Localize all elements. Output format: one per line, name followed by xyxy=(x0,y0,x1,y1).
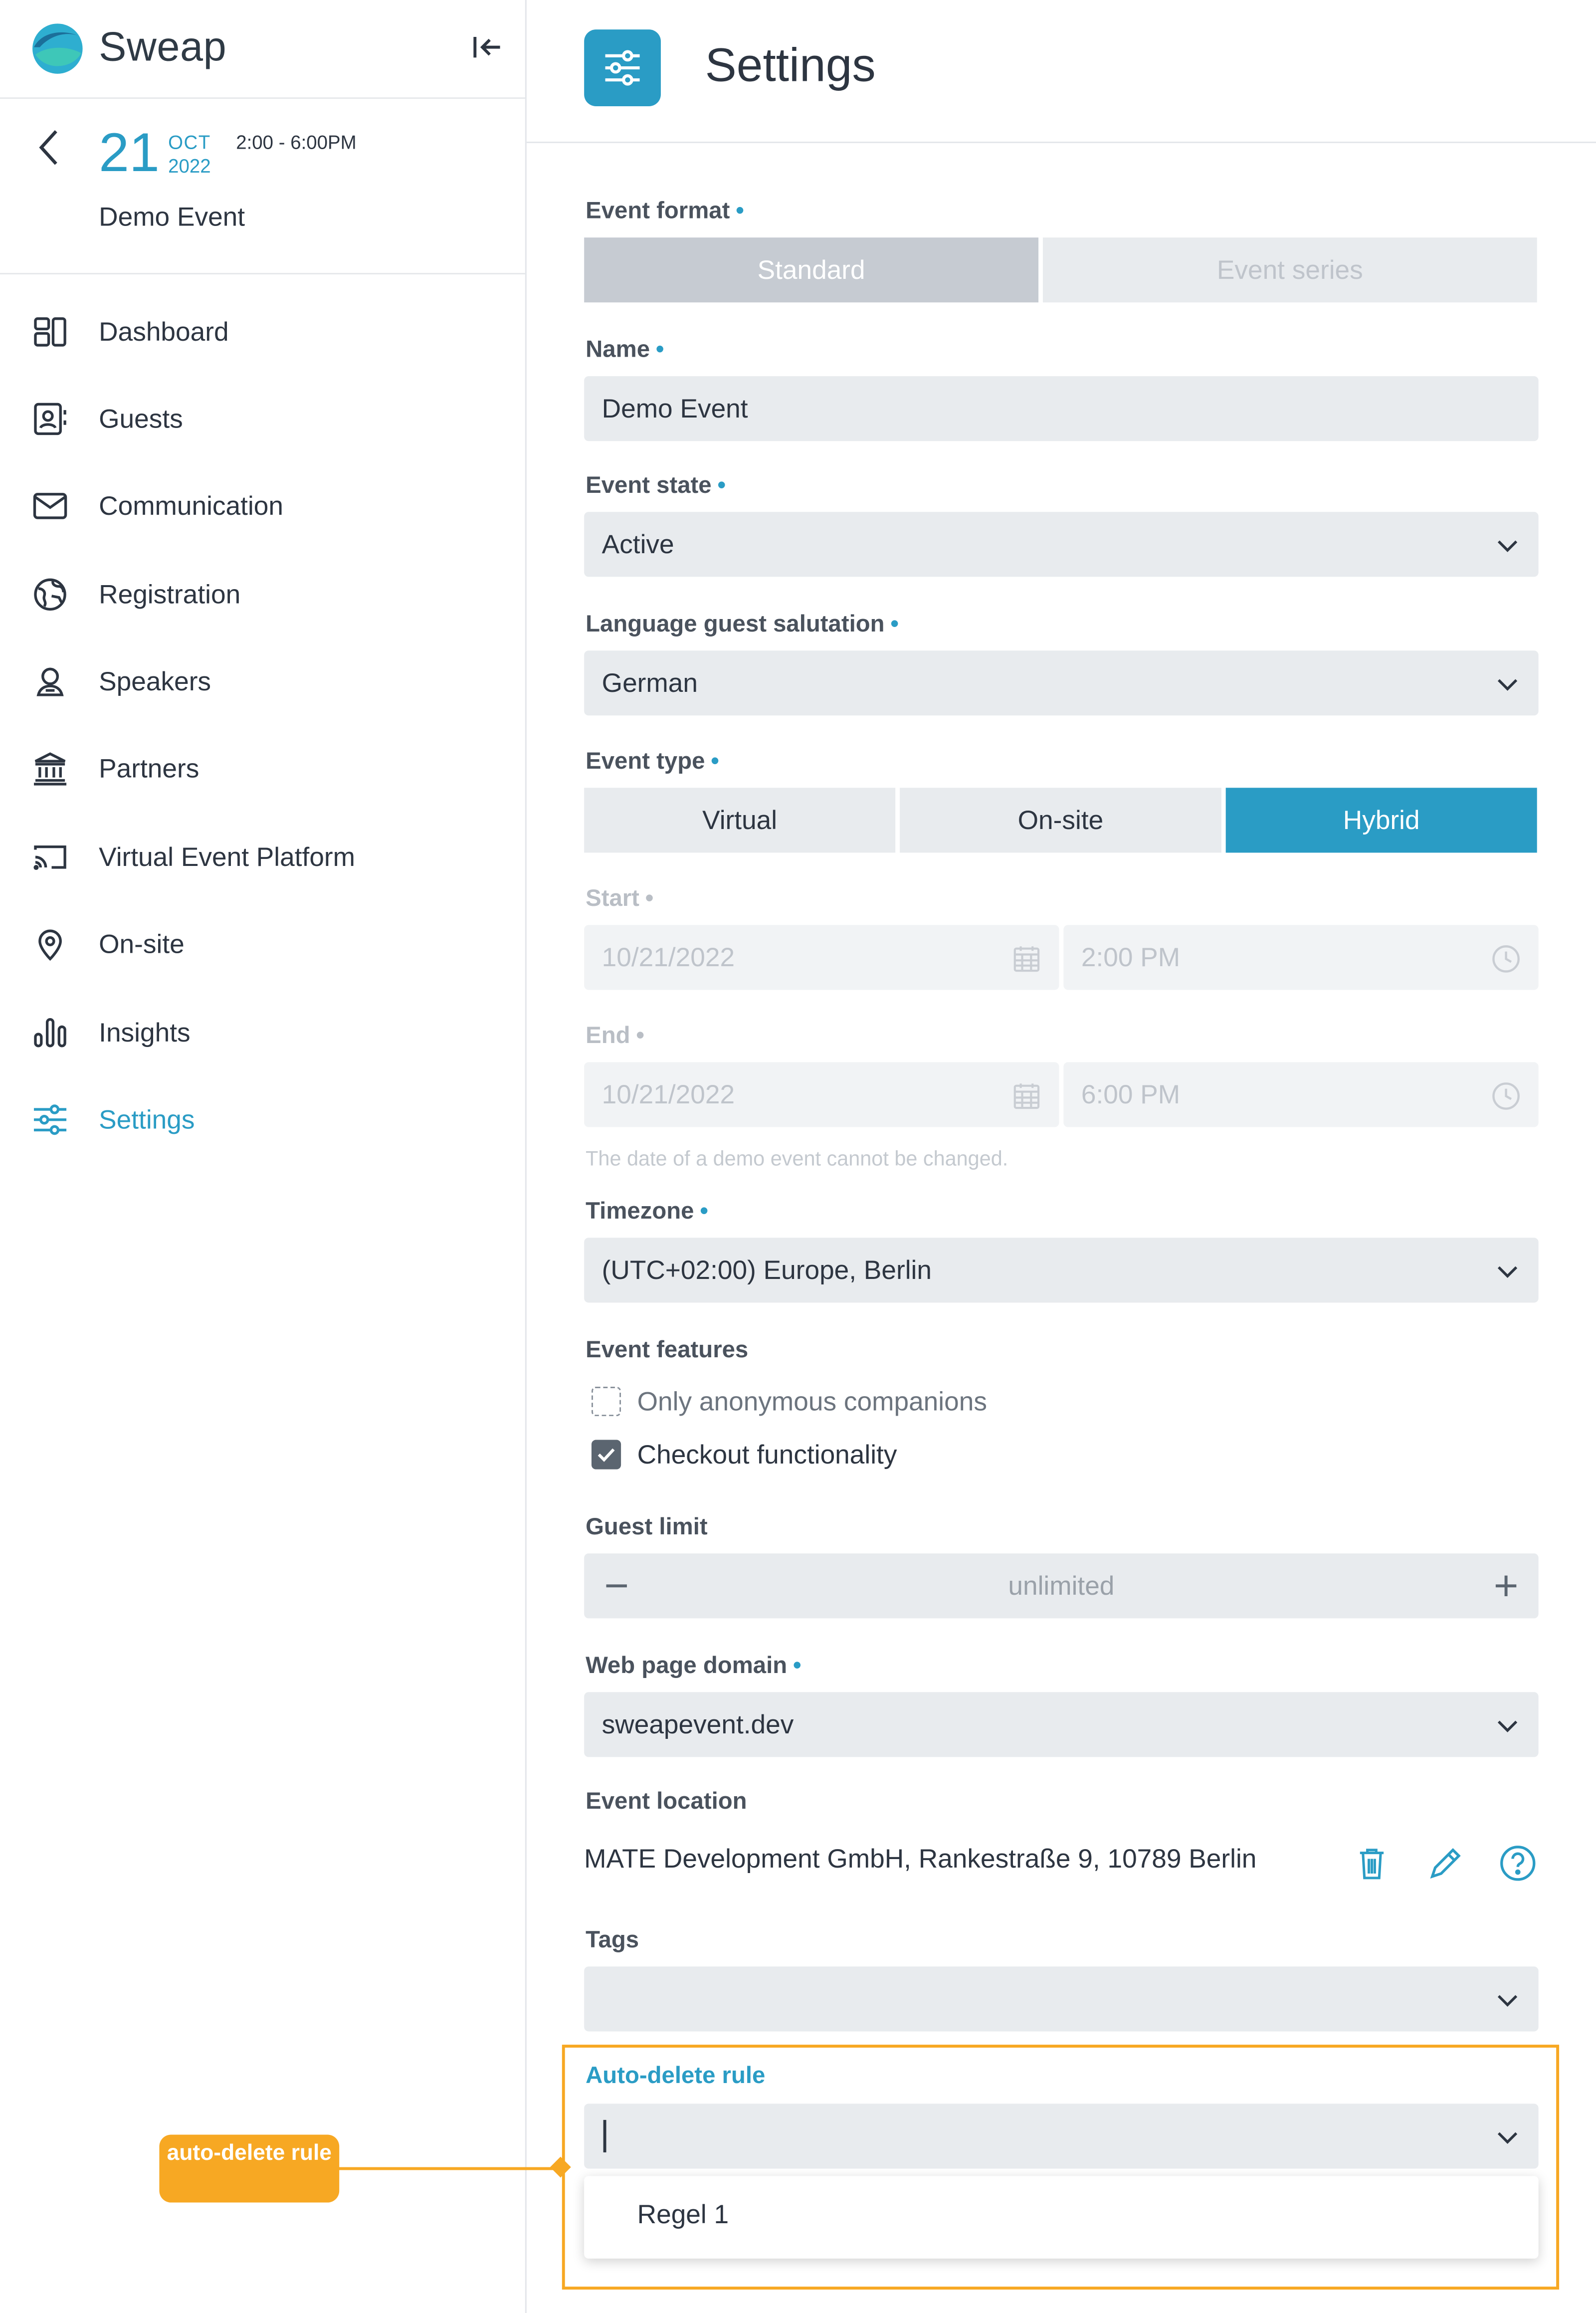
chevron-down-icon xyxy=(1494,2124,1521,2151)
event-name: Demo Event xyxy=(99,202,245,232)
brand-name: Sweap xyxy=(99,23,227,70)
auto-delete-select[interactable] xyxy=(584,2103,1539,2168)
sidebar-item-label: Partners xyxy=(99,753,200,783)
dropdown-option-regel-1[interactable]: Regel 1 xyxy=(637,2199,729,2229)
sidebar xyxy=(0,0,527,2313)
trash-icon[interactable] xyxy=(1353,1844,1391,1883)
sidebar-item-on-site[interactable] xyxy=(0,912,525,977)
name-label: Name • xyxy=(586,338,664,363)
sidebar-item-label: Communication xyxy=(99,490,284,520)
end-date-value: 10/21/2022 xyxy=(601,1079,735,1110)
event-day: 21 xyxy=(99,122,160,183)
guests-icon xyxy=(32,401,68,436)
text-cursor xyxy=(603,2120,606,2152)
start-time-value: 2:00 PM xyxy=(1081,942,1181,972)
timezone-label: Timezone • xyxy=(586,1199,708,1225)
event-format-label: Event format • xyxy=(586,199,744,224)
event-type-virtual-option[interactable]: Virtual xyxy=(584,788,895,852)
web-domain-select[interactable] xyxy=(584,1692,1539,1757)
start-date-input[interactable] xyxy=(584,925,1059,990)
chevron-down-icon xyxy=(1494,1259,1521,1285)
clock-icon xyxy=(1491,1081,1521,1111)
callout-connector xyxy=(338,2167,562,2170)
web-domain-label: Web page domain • xyxy=(586,1654,801,1679)
event-type-label: Event type • xyxy=(586,749,719,775)
name-value: Demo Event xyxy=(601,394,748,423)
language-label: Language guest salutation • xyxy=(586,612,899,637)
plus-icon[interactable] xyxy=(1491,1571,1521,1601)
event-state-select[interactable] xyxy=(584,512,1539,577)
brand[interactable] xyxy=(29,17,226,76)
collapse-sidebar-icon[interactable] xyxy=(469,29,504,65)
speaker-icon xyxy=(32,664,68,699)
dashboard-icon xyxy=(32,314,68,350)
feature-label: Checkout functionality xyxy=(637,1439,897,1469)
feature-label: Only anonymous companions xyxy=(637,1386,987,1416)
clock-icon xyxy=(1491,944,1521,974)
settings-header-badge xyxy=(584,29,661,106)
chevron-down-icon xyxy=(1494,671,1521,698)
sidebar-item-virtual-event-platform[interactable] xyxy=(0,825,525,889)
end-time-value: 6:00 PM xyxy=(1081,1079,1181,1110)
sidebar-item-label: Insights xyxy=(99,1017,191,1047)
globe-icon xyxy=(32,577,68,612)
tags-select[interactable] xyxy=(584,1966,1539,2031)
guest-limit-value[interactable]: unlimited xyxy=(1008,1571,1115,1601)
auto-delete-callout: auto-delete rule xyxy=(159,2135,339,2203)
sidebar-item-registration[interactable] xyxy=(0,562,525,627)
divider xyxy=(0,273,525,274)
sidebar-item-label: Virtual Event Platform xyxy=(99,841,356,871)
envelope-icon xyxy=(32,488,68,524)
event-month: OCT xyxy=(168,131,211,154)
bar-chart-icon xyxy=(32,1015,68,1051)
header-divider xyxy=(527,142,1596,143)
timezone-select[interactable] xyxy=(584,1238,1539,1302)
end-date-input[interactable] xyxy=(584,1062,1059,1127)
sidebar-item-label: Settings xyxy=(99,1104,195,1134)
auto-delete-dropdown xyxy=(584,2176,1539,2259)
sidebar-item-dashboard[interactable] xyxy=(0,299,525,364)
event-format-standard-option[interactable]: Standard xyxy=(584,237,1038,302)
event-type-on-site-option[interactable]: On-site xyxy=(900,788,1221,852)
start-time-input[interactable] xyxy=(1063,925,1538,990)
event-state-value: Active xyxy=(601,529,674,559)
event-type-hybrid-option[interactable]: Hybrid xyxy=(1226,788,1537,852)
divider xyxy=(0,97,525,99)
guest-limit-stepper xyxy=(584,1553,1539,1618)
checkbox[interactable] xyxy=(592,1440,621,1470)
tags-label: Tags xyxy=(586,1928,639,1953)
language-value: German xyxy=(601,668,698,698)
help-icon[interactable] xyxy=(1499,1844,1537,1883)
event-format-series-option[interactable]: Event series xyxy=(1043,237,1537,302)
sidebar-item-label: Dashboard xyxy=(99,316,229,346)
sidebar-item-guests[interactable] xyxy=(0,387,525,451)
checkbox[interactable] xyxy=(592,1387,621,1416)
feature-checkout[interactable] xyxy=(592,1436,897,1474)
end-time-input[interactable] xyxy=(1063,1062,1538,1127)
sidebar-item-partners[interactable] xyxy=(0,736,525,801)
pencil-icon[interactable] xyxy=(1426,1844,1465,1883)
end-label: End • xyxy=(586,1024,644,1049)
sidebar-item-label: Guests xyxy=(99,403,183,433)
event-time: 2:00 - 6:00PM xyxy=(236,131,357,154)
sidebar-item-communication[interactable] xyxy=(0,473,525,538)
chevron-down-icon xyxy=(1494,533,1521,559)
web-domain-value: sweapevent.dev xyxy=(601,1709,794,1739)
start-label: Start • xyxy=(586,886,654,912)
date-hint: The date of a demo event cannot be changed. xyxy=(586,1146,1008,1170)
calendar-icon xyxy=(1012,1081,1041,1111)
chevron-down-icon xyxy=(1494,1713,1521,1739)
back-arrow-icon[interactable] xyxy=(32,127,68,168)
name-input[interactable] xyxy=(584,376,1539,441)
checkmark-icon xyxy=(592,1440,621,1470)
calendar-icon xyxy=(1012,944,1041,974)
start-date-value: 10/21/2022 xyxy=(601,942,735,972)
event-location-label: Event location xyxy=(586,1789,747,1815)
sidebar-item-label: Registration xyxy=(99,579,241,609)
chevron-down-icon xyxy=(1494,1987,1521,2014)
sliders-icon xyxy=(32,1102,68,1137)
auto-delete-label: Auto-delete rule xyxy=(586,2064,766,2089)
sidebar-item-settings[interactable] xyxy=(0,1087,525,1152)
sidebar-item-label: Speakers xyxy=(99,666,211,696)
sidebar-item-speakers[interactable] xyxy=(0,649,525,714)
event-state-label: Event state • xyxy=(586,473,726,499)
event-features-label: Event features xyxy=(586,1338,749,1363)
bank-icon xyxy=(32,751,68,786)
cast-icon xyxy=(32,840,68,875)
language-select[interactable] xyxy=(584,650,1539,715)
sidebar-item-label: On-site xyxy=(99,928,185,958)
timezone-value: (UTC+02:00) Europe, Berlin xyxy=(601,1255,932,1285)
event-location-value: MATE Development GmbH, Rankestraße 9, 10789 Berlin xyxy=(584,1844,1257,1874)
page-title: Settings xyxy=(705,38,876,92)
feature-anonymous-companions[interactable] xyxy=(592,1382,987,1421)
location-pin-icon xyxy=(32,926,68,962)
sweap-logo-icon xyxy=(29,19,85,75)
event-year: 2022 xyxy=(168,155,211,177)
sliders-icon xyxy=(602,47,643,89)
guest-limit-label: Guest limit xyxy=(586,1515,708,1540)
sidebar-item-insights[interactable] xyxy=(0,1000,525,1065)
